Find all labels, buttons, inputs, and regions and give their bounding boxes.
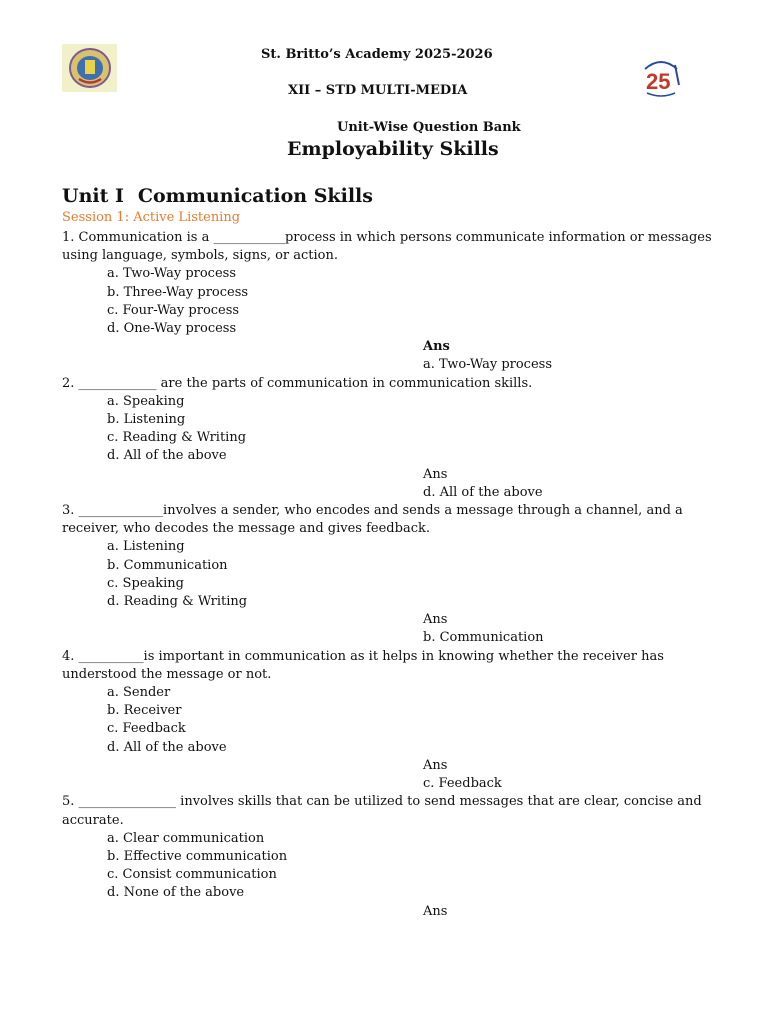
option-item: c. Consist communication [107, 867, 277, 883]
option-item: a. Two-Way process [107, 266, 236, 282]
option-item: b. Receiver [107, 703, 182, 719]
option-item: c. Four-Way process [107, 302, 240, 318]
option-item: b. Three-Way process [107, 284, 249, 300]
option-item: d. One-Way process [107, 321, 237, 337]
question-text: 5. _______________ involves skills that can be utilized to send messages that are clear, concise and accurate. [62, 794, 702, 828]
option-item: b. Listening [107, 412, 186, 428]
school-title: St. Britto’s Academy 2025-2026 [261, 47, 493, 62]
option-list [62, 265, 712, 338]
anniversary-logo [636, 52, 686, 104]
unit-heading [62, 185, 373, 207]
answer-value: d. All of the above [423, 484, 543, 500]
answer-label: Ans [423, 339, 450, 355]
subject-title: Employability Skills [287, 138, 499, 160]
answer-label: Ans [423, 757, 448, 773]
question-text: 1. Communication is a ___________process in which persons communicate information or messages using language, symbols, signs, or action. [62, 230, 712, 264]
option-list [62, 684, 712, 757]
question-item [62, 375, 712, 502]
option-item: c. Feedback [107, 721, 186, 737]
question-list [62, 229, 712, 921]
option-list [62, 393, 712, 466]
question-text: 4. __________is important in communication as it helps in knowing whether the receiver has understood the message or not. [62, 648, 664, 682]
session-heading: Session 1: Active Listening [62, 210, 241, 225]
answer-label: Ans [423, 903, 448, 919]
option-item: a. Listening [107, 539, 185, 555]
crest-icon [67, 46, 113, 90]
unit-number: Unit I [62, 185, 124, 207]
option-list [62, 830, 712, 903]
option-item: d. All of the above [107, 739, 227, 755]
option-item: a. Sender [107, 685, 171, 701]
option-item: d. All of the above [107, 448, 227, 464]
option-item: c. Speaking [107, 575, 184, 591]
option-item: b. Communication [107, 557, 228, 573]
answer-value: b. Communication [423, 630, 544, 646]
option-item: d. Reading & Writing [107, 594, 248, 610]
option-item: c. Reading & Writing [107, 430, 247, 446]
question-item [62, 648, 712, 794]
option-item: b. Effective communication [107, 848, 288, 864]
anniversary-25-icon [637, 53, 685, 103]
question-text: 3. _____________involves a sender, who encodes and sends a message through a channel, and a receiver, who decodes the message and gives feedback. [62, 503, 683, 537]
answer-label: Ans [423, 466, 448, 482]
question-item [62, 793, 712, 920]
question-item [62, 502, 712, 648]
option-item: a. Speaking [107, 393, 185, 409]
option-list [62, 538, 712, 611]
option-item: d. None of the above [107, 885, 245, 901]
question-item [62, 229, 712, 375]
question-text: 2. ____________ are the parts of communication in communication skills. [62, 375, 533, 391]
answer-label: Ans [423, 612, 448, 628]
svg-text:25: 25 [646, 69, 671, 94]
unit-title: Communication Skills [137, 185, 373, 207]
answer-value: a. Two-Way process [423, 357, 552, 373]
school-crest-logo [62, 44, 117, 92]
question-bank-title: Unit-Wise Question Bank [337, 120, 521, 135]
answer-value: c. Feedback [423, 776, 502, 792]
option-item: a. Clear communication [107, 830, 265, 846]
class-title: XII – STD MULTI-MEDIA [288, 83, 468, 98]
